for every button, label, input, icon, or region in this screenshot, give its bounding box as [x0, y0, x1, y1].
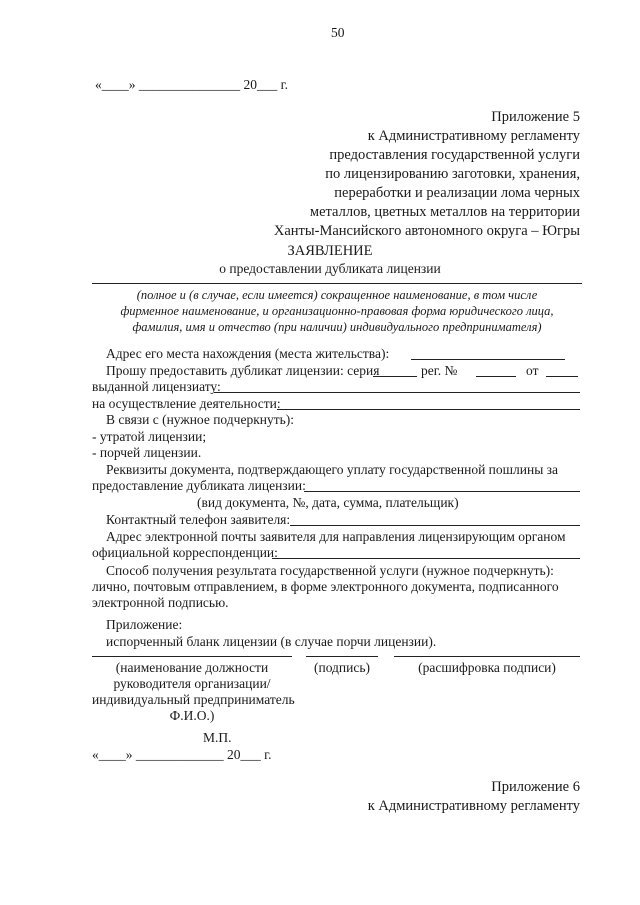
method-label: Способ получения результата государственной услуги (нужное подчеркнуть): [106, 563, 554, 578]
from-date-label: от [526, 363, 539, 378]
form-title: ЗАЯВЛЕНИЕ [287, 243, 373, 259]
stamp-place: М.П. [203, 730, 232, 745]
reason-option-lost[interactable]: - утратой лицензии; [92, 429, 207, 444]
method-options-cont: электронной подписью. [92, 595, 229, 610]
name-hint-line: фирменное наименование, и организационно-правовая форма юридического лица, [120, 304, 554, 318]
appendix6-line: к Административному регламенту [367, 798, 580, 814]
name-hint-line: (полное и (в случае, если имеется) сокращенное наименование, в том числе [136, 288, 538, 302]
issued-to-field[interactable] [214, 392, 580, 393]
fee-label-cont: предоставление дубликата лицензии: [92, 478, 306, 493]
position-hint: индивидуальный предприниматель [92, 692, 295, 707]
method-options: лично, почтовым отправлением, в форме электронного документа, подписанного [92, 579, 559, 594]
appendix5-line: к Административному регламенту [367, 128, 580, 144]
attachment-text: испорченный бланк лицензии (в случае порчи лицензии). [106, 634, 437, 649]
appendix5-title: Приложение 5 [491, 109, 580, 125]
fee-details-field[interactable] [304, 491, 580, 492]
address-field[interactable] [411, 359, 565, 360]
issued-to-label: выданной лицензиату: [92, 379, 221, 394]
address-label: Адрес его места нахождения (места жительства): [106, 346, 390, 361]
page-number: 50 [331, 25, 345, 40]
date-line-top: «____» _______________ 20___ г. [95, 77, 289, 92]
attachment-label: Приложение: [106, 617, 183, 632]
request-label: Прошу предоставить дубликат лицензии: серия [106, 363, 380, 378]
position-signature-line[interactable] [92, 656, 292, 657]
email-label: Адрес электронной почты заявителя для направления лицензирующим органом [106, 529, 566, 544]
reg-number-field[interactable] [476, 376, 516, 377]
appendix5-line: металлов, цветных металлов на территории [309, 204, 580, 220]
date-line-bottom: «____» _____________ 20___ г. [92, 747, 272, 762]
appendix5-line: предоставления государственной услуги [329, 147, 580, 163]
signature-line[interactable] [306, 656, 378, 657]
appendix5-line: Ханты-Мансийского автономного округа – Югры [273, 223, 580, 239]
activity-label: на осуществление деятельности: [92, 396, 281, 411]
appendix5-line: переработки и реализации лома черных [334, 185, 580, 201]
appendix5-line: по лицензированию заготовки, хранения, [325, 166, 580, 182]
activity-field[interactable] [277, 409, 580, 410]
position-hint: руководителя организации/ [113, 676, 271, 691]
signature-hint: (подпись) [313, 660, 371, 675]
signature-decode-line[interactable] [394, 656, 580, 657]
appendix6-title: Приложение 6 [491, 779, 580, 795]
name-hint-line: фамилия, имя и отчество (при наличии) индивидуального предпринимателя) [132, 320, 542, 334]
reason-label: В связи с (нужное подчеркнуть): [106, 412, 295, 427]
phone-field[interactable] [290, 525, 580, 526]
series-field[interactable] [373, 376, 417, 377]
fee-hint: (вид документа, №, дата, сумма, плательщик) [197, 495, 459, 510]
email-field[interactable] [272, 558, 580, 559]
reg-number-label: рег. № [421, 363, 458, 378]
form-subtitle: о предоставлении дубликата лицензии [219, 261, 441, 276]
phone-label: Контактный телефон заявителя: [106, 512, 291, 527]
email-label-cont: официальной корреспонденции: [92, 545, 278, 560]
position-hint: Ф.И.О.) [169, 708, 215, 723]
signature-decode-hint: (расшифровка подписи) [418, 660, 556, 675]
reason-option-damaged[interactable]: - порчей лицензии. [92, 445, 202, 460]
from-date-field[interactable] [546, 376, 578, 377]
position-hint: (наименование должности [115, 660, 269, 675]
applicant-name-field[interactable] [92, 283, 582, 284]
fee-label: Реквизиты документа, подтверждающего уплату государственной пошлины за [106, 462, 558, 477]
